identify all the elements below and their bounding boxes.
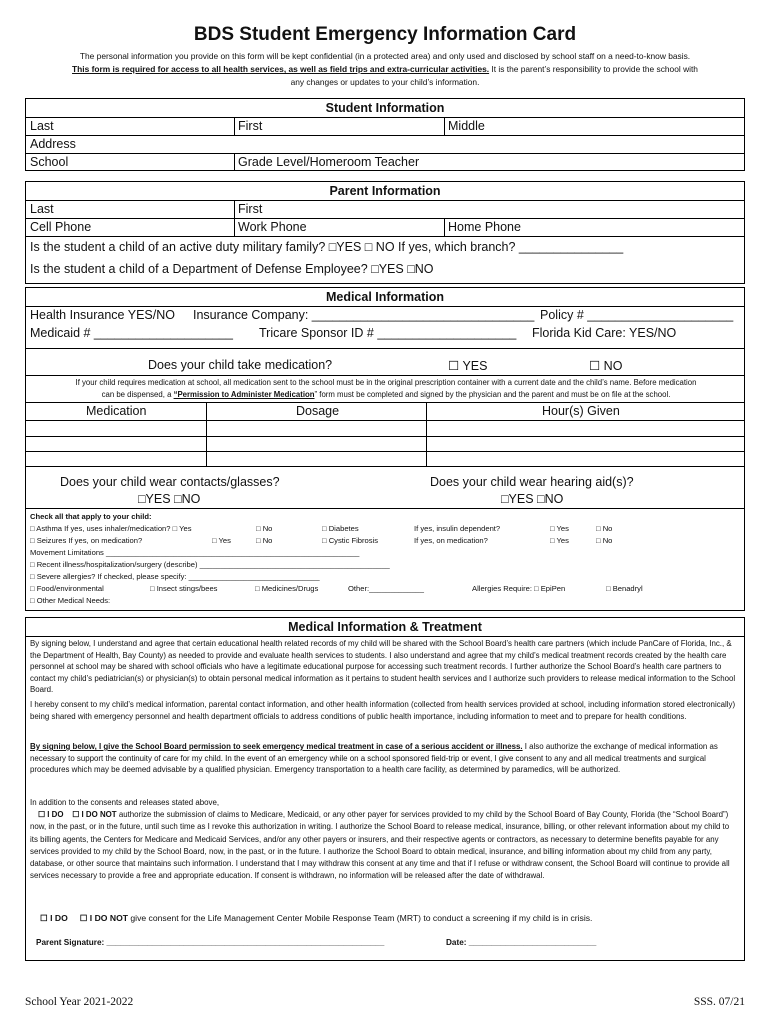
student-info-title: Student Information xyxy=(325,101,445,115)
insulin-question: If yes, insulin dependent? xyxy=(414,524,501,533)
check-all-heading: Check all that apply to your child: xyxy=(30,512,152,521)
intro-line-3: any changes or updates to your child’s information. xyxy=(290,77,480,87)
other-allergy-field[interactable]: Other:_____________ xyxy=(348,584,425,593)
health-insurance-field[interactable]: Health Insurance YES/NO xyxy=(30,308,175,322)
other-medical-needs-checkbox[interactable]: □ Other Medical Needs: xyxy=(30,596,111,605)
policy-number-field[interactable]: Policy # _____________________ xyxy=(540,308,734,322)
contacts-glasses-options[interactable]: □YES □NO xyxy=(138,492,201,506)
column-header-medication: Medication xyxy=(86,404,147,418)
food-allergy-checkbox[interactable]: □ Food/environmental xyxy=(30,584,104,593)
emergency-permission-details: I also authorize the exchange of medical information as necessary to support the continuity of care for my child. In the event of an emergency while on a school sponsored field-trip or event, I give consent to any and all medical treatments and surgical procedures which may be deemed advisable by a qualified physician. Emergency transportation to a health care facility, as determined by paramedics, will be authorized. xyxy=(30,742,718,775)
intro-line-2 xyxy=(20,63,750,76)
billing-ido-checkbox[interactable]: ☐ I DO xyxy=(38,810,64,819)
kidcare-field[interactable]: Florida Kid Care: YES/NO xyxy=(532,326,677,340)
cystic-fibrosis-checkbox[interactable]: □ Cystic Fibrosis xyxy=(322,536,379,545)
drug-allergy-checkbox[interactable]: □ Medicines/Drugs xyxy=(255,584,319,593)
take-medication-no-checkbox[interactable]: ☐ NO xyxy=(589,359,623,373)
diabetes-checkbox[interactable]: □ Diabetes xyxy=(322,524,359,533)
treatment-paragraph-3 xyxy=(30,741,738,776)
mrt-idonot-checkbox[interactable]: ☐ I DO NOT xyxy=(79,913,129,923)
mrt-consent-line xyxy=(40,913,592,924)
student-first-field[interactable]: First xyxy=(238,119,263,133)
billing-consent-lead: In addition to the consents and releases stated above, xyxy=(30,798,220,807)
mrt-ido-checkbox[interactable]: ☐ I DO xyxy=(40,913,68,923)
contacts-glasses-question: Does your child wear contacts/glasses? xyxy=(60,475,280,489)
take-medication-yes-checkbox[interactable]: ☐ YES xyxy=(448,359,488,373)
parent-cell-phone-field[interactable]: Cell Phone xyxy=(30,220,92,234)
insurance-company-field[interactable]: Insurance Company: ________________________________ xyxy=(193,308,535,322)
medical-info-title: Medical Information xyxy=(325,290,445,304)
hearing-aid-options[interactable]: □YES □NO xyxy=(501,492,564,506)
cf-medication-question: If yes, on medication? xyxy=(414,536,488,545)
mrt-consent-text: give consent for the Life Management Center Mobile Response Team (MRT) to conduct a screening if my child is in crisis. xyxy=(128,913,593,923)
parent-home-phone-field[interactable]: Home Phone xyxy=(448,220,521,234)
medicaid-field[interactable]: Medicaid # ____________________ xyxy=(30,326,233,340)
movement-limitations-field[interactable]: Movement Limitations ____________________________________________________________ xyxy=(30,548,360,557)
insulin-no[interactable]: □ No xyxy=(596,524,613,533)
treatment-paragraph-2: I hereby consent to my child’s medical information, parental contact information, and other health information (collected from health services provided at school, including information stored electronically) being shared with emergency personnel and health department officials to address conditions of public health importance, including information to meet and to prepare for health conditions. xyxy=(30,700,736,721)
cf-med-yes[interactable]: □ Yes xyxy=(550,536,569,545)
billing-consent-paragraph xyxy=(30,809,738,883)
take-medication-question: Does your child take medication? xyxy=(148,358,333,372)
treatment-title: Medical Information & Treatment xyxy=(288,620,482,634)
student-school-field[interactable]: School xyxy=(30,155,69,169)
medical-info-section xyxy=(25,287,745,611)
severe-allergies-checkbox[interactable]: □ Severe allergies? If checked, please specify: _______________________________ xyxy=(30,572,320,581)
parent-signature-field[interactable]: Parent Signature: _____________________________________________________________ xyxy=(36,938,385,947)
benadryl-checkbox[interactable]: □ Benadryl xyxy=(606,584,643,593)
cf-med-no[interactable]: □ No xyxy=(596,536,613,545)
student-info-section xyxy=(25,98,745,171)
medication-note-prefix: can be dispensed, a xyxy=(101,390,174,399)
parent-last-field[interactable]: Last xyxy=(30,202,54,216)
column-header-hours: Hour(s) Given xyxy=(542,404,620,418)
column-header-dosage: Dosage xyxy=(296,404,340,418)
asthma-inhaler-no[interactable]: □ No xyxy=(256,524,273,533)
parent-info-section xyxy=(25,181,745,284)
treatment-section xyxy=(25,617,745,961)
treatment-paragraph-1: By signing below, I understand and agree that certain educational health related records of my child will be shared with the School Board’s health care partners (which include PanCare of Florida, Inc., & the Department of Health, Bay County) as needed to provide and evaluate health services to students. I also understand and agree that my child’s medical treatment records created by the health care personnel at school may be shared with school officials who have a legitimate educational purpose for accessing such treatment records. I further authorize the School Board’s health care partners to contact my child’s pediatrician(s) or physician(s) to obtain personal medical information as it pertains to student health services and I authorize such providers to release medical information to the School Board. xyxy=(30,639,736,695)
intro-line-1: The personal information you provide on this form will be kept confidential (in a protected area) and only used and disclosed by school staff on a need-to-know basis. xyxy=(79,51,691,61)
seizures-med-yes[interactable]: □ Yes xyxy=(212,536,231,545)
parent-first-field[interactable]: First xyxy=(238,202,263,216)
footer-form-code: SSS. 07/21 xyxy=(693,996,745,1008)
parent-work-phone-field[interactable]: Work Phone xyxy=(238,220,307,234)
signature-date-field[interactable]: Date: ____________________________ xyxy=(446,938,597,947)
dod-employee-question[interactable]: Is the student a child of a Department of Defense Employee? □YES □NO xyxy=(30,262,434,276)
hearing-aid-question: Does your child wear hearing aid(s)? xyxy=(430,475,634,489)
epipen-checkbox[interactable]: Allergies Require: □ EpiPen xyxy=(472,584,566,593)
medication-note-line-1: If your child requires medication at school, all medication sent to the school must be in the original prescription container with a current date and the child’s name. Before medication xyxy=(75,378,697,387)
insect-allergy-checkbox[interactable]: □ Insect stings/bees xyxy=(150,584,218,593)
insulin-yes[interactable]: □ Yes xyxy=(550,524,569,533)
parent-info-title: Parent Information xyxy=(329,184,441,198)
medication-note-line-2 xyxy=(30,390,742,399)
student-last-field[interactable]: Last xyxy=(30,119,54,133)
intro-responsibility: It is the parent’s responsibility to provide the school with xyxy=(489,64,698,74)
permission-form-name: “Permission to Administer Medication xyxy=(173,390,315,399)
seizures-med-no[interactable]: □ No xyxy=(256,536,273,545)
medication-note-suffix: ” form must be completed and signed by the physician and the parent and must be on file at the school. xyxy=(314,390,671,399)
asthma-checkbox[interactable]: □ Asthma If yes, uses inhaler/medication? □ Yes xyxy=(30,524,192,533)
military-family-question[interactable]: Is the student a child of an active duty military family? □YES □ NO If yes, which branch? _______________ xyxy=(30,240,624,254)
student-address-field[interactable]: Address xyxy=(30,137,76,151)
footer-school-year: School Year 2021-2022 xyxy=(25,996,134,1008)
recent-illness-checkbox[interactable]: □ Recent illness/hospitalization/surgery (describe) _____________________________________________ xyxy=(30,560,390,569)
intro-required-note: This form is required for access to all health services, as well as field trips and extra-curricular activities. xyxy=(72,64,490,74)
student-middle-field[interactable]: Middle xyxy=(448,119,485,133)
form-title: BDS Student Emergency Information Card xyxy=(193,24,577,45)
billing-idonot-checkbox[interactable]: ☐ I DO NOT xyxy=(72,810,117,819)
emergency-permission-statement: By signing below, I give the School Board permission to seek emergency medical treatment in case of a serious accident or illness. xyxy=(30,742,523,751)
tricare-sponsor-field[interactable]: Tricare Sponsor ID # ____________________ xyxy=(259,326,517,340)
student-grade-field[interactable]: Grade Level/Homeroom Teacher xyxy=(238,155,420,169)
billing-consent-body: authorize the submission of claims to Medicare, Medicaid, or any other payer for services provided to my child by the School Board of Bay County, Florida (the “School Board”) now, in the past, or in the future, until such time as I revoke this authorization in writing. I authorize the School Board to release medical, insurance, billing, or other relevant information about my child to its billing agents, the Centers for Medicare and Medicaid Services, and/or any other payers or insurers, and their respective agents or contractors, as necessary to determine benefits payable for any services provided to my child by the School Board, now, in the past, or in the future. I authorize the School Board to obtain medical, insurance, and billing information about my child from any party, database, or other source that maintains such information. I understand that I may withdraw this consent at any time and that if I refuse or withdraw consent, the School Board will continue to provide all services necessary to provide a free and appropriate education. If consent is withdrawn, no information will be released after the date of withdrawal. xyxy=(30,810,730,881)
seizures-checkbox[interactable]: □ Seizures If yes, on medication? xyxy=(30,536,143,545)
